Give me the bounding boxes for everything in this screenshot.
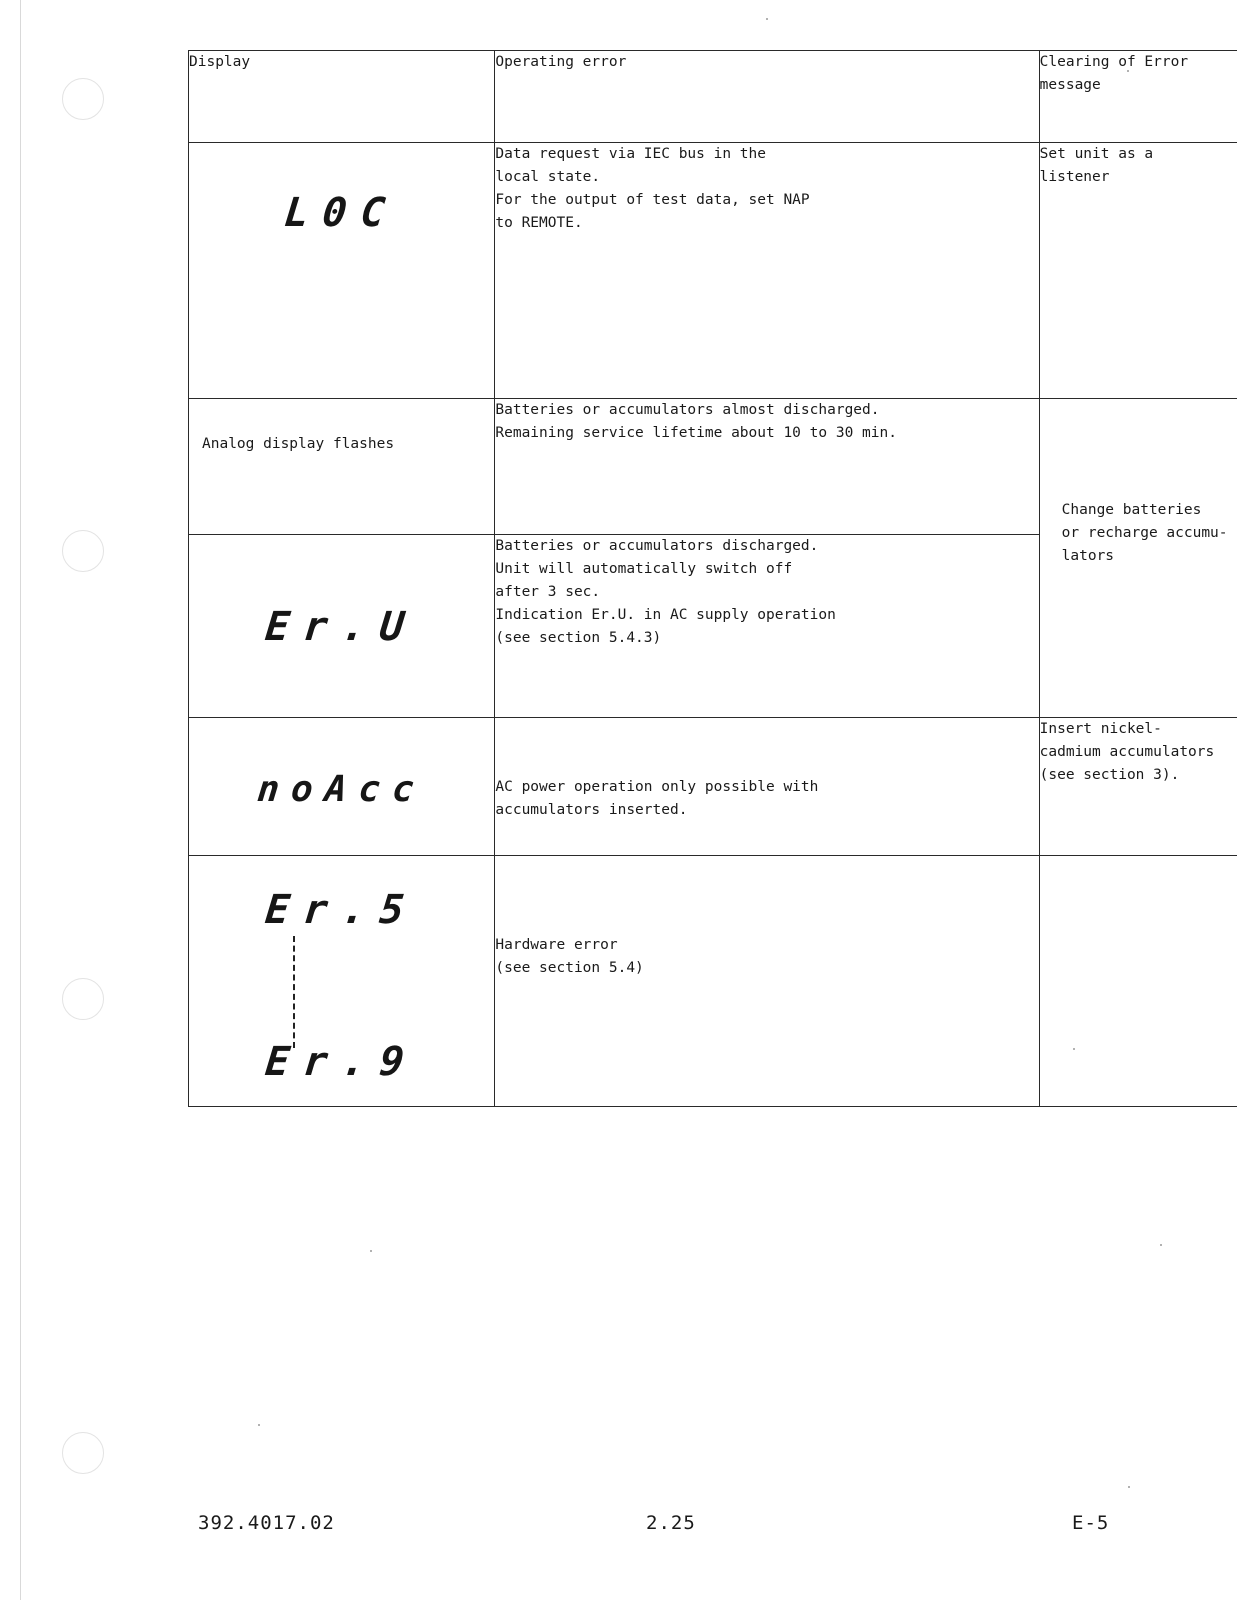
clearing-cell [1039, 143, 1237, 399]
error-text: Hardware error (see section 5.4) [495, 937, 644, 976]
footer-doc-number: 392.4017.02 [198, 1512, 335, 1534]
clearing-cell-battery [1039, 399, 1237, 718]
error-cell [495, 535, 1039, 718]
binding-edge [20, 0, 21, 1600]
header-clearing-label: Clearing of Error message [1039, 54, 1189, 93]
table-row [189, 399, 1237, 535]
clearing-cell [1039, 718, 1237, 856]
punch-hole [62, 978, 104, 1020]
error-cell [495, 143, 1039, 399]
error-text: AC power operation only possible with accumulators inserted. [495, 779, 819, 818]
display-cell [189, 399, 495, 535]
seven-segment-eru: Er.U [263, 604, 421, 650]
header-operating-error-label: Operating error [495, 54, 627, 70]
error-table [188, 50, 1237, 1107]
error-cell [495, 856, 1039, 1107]
seven-segment-loc: L0C [282, 190, 402, 236]
header-clearing [1039, 51, 1237, 143]
seven-segment-er9: Er.9 [263, 1039, 421, 1085]
scan-speck [370, 1250, 372, 1252]
error-text: Batteries or accumulators almost discharged. Remaining service lifetime about 10 to 30 min. [495, 402, 897, 441]
seven-segment-er5: Er.5 [263, 887, 421, 933]
scan-speck [258, 1424, 260, 1426]
clearing-text: Change batteries or recharge accumu- lators [1061, 502, 1228, 564]
clearing-text: Set unit as a listener [1039, 146, 1154, 185]
table-header-row [189, 51, 1237, 143]
display-cell [189, 143, 495, 399]
display-cell [189, 535, 495, 718]
error-text: Batteries or accumulators discharged. Unit will automatically switch off after 3 sec. Indication Er.U. in AC supply operation (see section 5.4.3) [495, 538, 836, 646]
footer-page-number: E-5 [1072, 1512, 1110, 1534]
table-row [189, 143, 1237, 399]
clearing-text: Insert nickel- cadmium accumulators (see section 3). [1039, 721, 1215, 783]
display-cell [189, 718, 495, 856]
scan-speck [766, 18, 768, 20]
error-cell [495, 399, 1039, 535]
scan-speck [1160, 1244, 1162, 1246]
header-operating-error [495, 51, 1039, 143]
punch-hole [62, 530, 104, 572]
scan-speck [1128, 1486, 1130, 1488]
error-text: Data request via IEC bus in the local state. For the output of test data, set NAP to REMOTE. [495, 146, 810, 231]
table-row [189, 856, 1237, 1107]
clearing-cell-empty [1039, 856, 1237, 1107]
header-display-label: Display [189, 54, 251, 70]
punch-hole [62, 78, 104, 120]
seven-segment-noacc: noAcc [255, 769, 429, 810]
punch-hole [62, 1432, 104, 1474]
error-cell [495, 718, 1039, 856]
range-dash-line [293, 936, 295, 1048]
table-row [189, 718, 1237, 856]
footer-revision: 2.25 [646, 1512, 696, 1534]
header-display [189, 51, 495, 143]
analog-flash-text: Analog display flashes [202, 436, 395, 452]
display-cell [189, 856, 495, 1107]
